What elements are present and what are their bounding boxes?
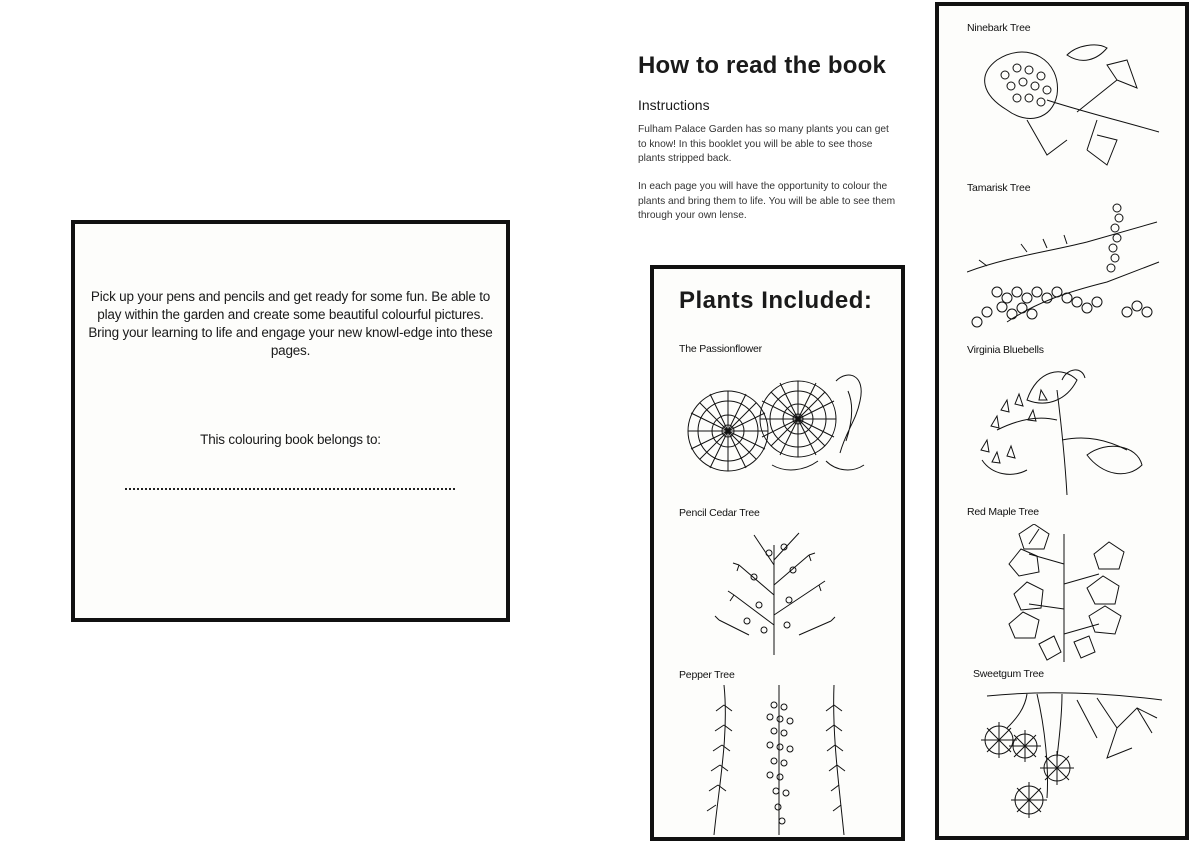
pencil-cedar-icon xyxy=(709,525,839,655)
ninebark-icon xyxy=(967,40,1162,175)
plant-label-sweetgum: Sweetgum Tree xyxy=(973,668,1044,680)
instructions-paragraph-2: In each page you will have the opportunity to colour the plants and bring them to life. You will be able to see them through your own lense. xyxy=(638,181,896,222)
tamarisk-icon xyxy=(967,202,1162,334)
bluebells-icon xyxy=(967,360,1157,495)
trees-panel xyxy=(935,2,1189,840)
name-dotted-line xyxy=(125,488,455,490)
pepper-tree-icon xyxy=(704,685,854,840)
plant-label-passionflower: The Passionflower xyxy=(679,343,762,355)
belongs-to-label: This colouring book belongs to: xyxy=(200,432,381,447)
plant-label-virginia-bluebells: Virginia Bluebells xyxy=(967,344,1044,356)
how-to-title: How to read the book xyxy=(638,52,887,79)
plant-label-ninebark: Ninebark Tree xyxy=(967,22,1031,34)
plants-included-panel xyxy=(650,265,905,841)
instructions-heading: Instructions xyxy=(638,97,710,113)
cover-panel xyxy=(71,220,510,622)
plant-label-pepper-tree: Pepper Tree xyxy=(679,669,735,681)
plants-included-title: Plants Included: xyxy=(679,287,873,314)
sweetgum-icon xyxy=(967,688,1162,818)
cover-intro-text: Pick up your pens and pencils and get ready for some fun. Be able to play within the garden and create some beautiful colourful pictures. Bring your learning to life and engage your new knowl-edge into these pages. xyxy=(88,289,493,358)
instructions-paragraph-1: Fulham Palace Garden has so many plants you can get to know! In this booklet you will be able to see those plants stripped back. xyxy=(638,124,889,165)
plant-label-tamarisk: Tamarisk Tree xyxy=(967,182,1031,194)
passionflower-icon xyxy=(676,361,876,491)
red-maple-icon xyxy=(999,524,1129,662)
plant-label-red-maple: Red Maple Tree xyxy=(967,506,1039,518)
plant-label-pencil-cedar: Pencil Cedar Tree xyxy=(679,507,760,519)
